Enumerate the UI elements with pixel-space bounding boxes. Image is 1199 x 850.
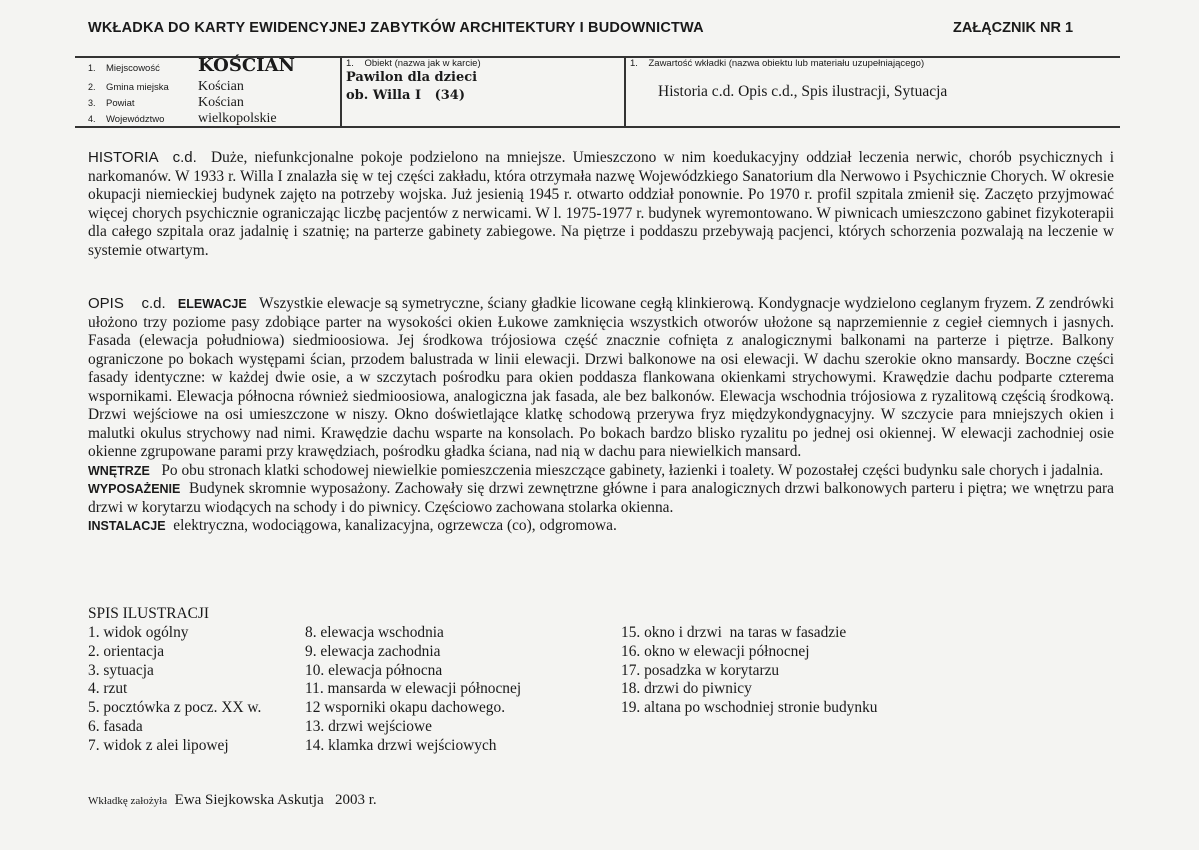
row-number: 3. — [88, 98, 96, 108]
row-label: Miejscowość — [106, 63, 160, 74]
list-item: 15. okno i drzwi na taras w fasadzie — [621, 624, 847, 641]
contents-label: 1. Zawartość wkładki (nazwa obiektu lub materiału uzupełniającego) — [630, 58, 925, 69]
list-item: 16. okno w elewacji północnej — [621, 642, 810, 660]
list-item: 4. rzut — [88, 680, 128, 698]
row-label: Województwo — [106, 114, 165, 125]
list-item: 19. altana po wschodniej stronie budynku — [621, 699, 878, 717]
gmina-value: Kościan — [198, 79, 244, 94]
list-item: 9. elewacja zachodnia — [305, 642, 441, 660]
object-name-line1: Pawilon dla dzieci — [346, 70, 478, 85]
row-number: 2. — [88, 82, 96, 92]
instalacje-text: elektryczna, wodociągowa, kanalizacyjna, ogrzewcza (co), odgromowa. — [173, 517, 617, 534]
footer-signature — [88, 792, 377, 809]
town-value: KOŚCIAN — [198, 55, 296, 76]
list-item: 12 wsporniki okapu dachowego. — [305, 699, 506, 717]
list-item: 5. pocztówka z pocz. XX w. — [88, 699, 262, 717]
list-item: 1. widok ogólny — [88, 624, 189, 641]
wnetrze-text: Po obu stronach klatki schodowej niewielkie pomieszczenia mieszczące gabinety, łazienki i toalety. W pozostałej części budynku sale chorych i jadalnia. — [161, 461, 1104, 479]
wnetrze-label: WNĘTRZE — [88, 463, 150, 478]
wojewodztwo-value: wielkopolskie — [198, 111, 277, 126]
footer-year: 2003 r. — [335, 792, 377, 808]
row-number: 1. — [88, 63, 96, 73]
list-item: 14. klamka drzwi wejściowych — [305, 736, 497, 754]
annex-number: ZAŁĄCZNIK NR 1 — [953, 20, 1074, 36]
illustrations-heading: SPIS ILUSTRACJI — [88, 605, 210, 622]
row-label: Powiat — [106, 98, 135, 109]
object-label: 1. Obiekt (nazwa jak w karcie) — [346, 58, 481, 69]
illustrations-col3 — [621, 624, 877, 718]
list-item: 6. fasada — [88, 717, 143, 735]
list-item: 11. mansarda w elewacji północnej — [305, 680, 522, 698]
historia-heading: HISTORIA c.d. — [88, 149, 197, 166]
divider-2 — [624, 56, 626, 126]
list-item: 18. drzwi do piwnicy — [621, 680, 752, 698]
object-name-line2: ob. Willa I (34) — [346, 88, 465, 103]
footer-author: Ewa Siejkowska Askutja — [174, 792, 324, 808]
row-number: 4. — [88, 114, 96, 124]
list-item: 2. orientacja — [88, 642, 165, 660]
footer-label: Wkładkę założyła — [88, 795, 168, 807]
location-row-wojewodztwo — [88, 111, 277, 128]
list-item: 10. elewacja północna — [305, 661, 443, 679]
illustrations-col2 — [305, 624, 521, 756]
contents-box — [630, 58, 1115, 101]
contents-value: Historia c.d. Opis c.d., Spis ilustracji, Sytuacja — [658, 83, 948, 100]
historia-text: Duże, niefunkcjonalne pokoje podzielono na mniejsze. Umieszczono w nim koedukacyjny oddział leczenia nerwic, chorób psychicznych i narkomanów. W 1933 r. Willa I znalazła się w tej części zakładu, która otrzymała nazwę Wojewódzkiego Sanatorium dla Nerwowo i Psychicznie Chorych. W okresie okupacji niemieckiej budynek zajęto na potrzeby wojska. Już jesienią 1945 r. otwarto oddział ponownie. Po 1970 r. profil szpitala zmienił się. Zaczęto przyjmować więcej chorych psychicznie ograniczając liczbę pacjentów z nerwicami. W l. 1975-1977 r. budynek wyremontowano. W piwnicach umieszczono gabinet fizykoterapii dla całego szpitala oraz jadalnię i szatnię; na parterze gabinety zabiegowe. Na piętrze i poddaszu przebywają pacjenci, których schorzenia pozwalają na leczenie w systemie otwartym. — [88, 149, 1114, 259]
divider-1 — [340, 56, 342, 126]
list-item: 3. sytuacja — [88, 661, 154, 679]
wyposazenie-label: WYPOSAŻENIE — [88, 482, 181, 496]
location-row-gmina — [88, 79, 244, 96]
instalacje-label: INSTALACJE — [88, 519, 166, 533]
location-row-town — [88, 55, 296, 77]
elewacje-text: Wszystkie elewacje są symetryczne, ściany gładkie licowane cegłą klinkierową. Kondygnacje wydzielono ceglanym fryzem. Z zendrówki ułożono trzy poziome pasy zdobiące parter na wysokości okien Łukowe zamknięcia wszystkich otworów ułożone są naprzemiennie z cegieł ciemnych i jasnych. Fasada (elewacja południowa) siedmioosiowa. Jej środkowa trójosiowa część znacznie cofnięta z analogicznymi balkonami na parterze i piętrze. Balkony ograniczone po bokach występami ścian, przodem balustrada w linii elewacji. Drzwi balkonowe na osi elewacji. W dachu szerokie okno mansardy. Boczne części fasady identyczne: w każdej dwie osie, a w szczytach pośrodku para okien poddasza flankowana okienkami strychowymi. Krawędzie dachu podparte czterema wspornikami. Elewacja północna również siedmioosiowa, analogiczna jak fasada, ale bez balkonów. Elewacja wschodnia trójosiowa z ryzalitową częścią środkową. Drzwi wejściowe na osi umieszczone w niszy. Okno doświetlające klatkę schodową przerywa fryz międzykondygnacyjny. W szczycie para mniejszych okien i malutki okulus strychowy nad nimi. Krawędzie dachu wsparte na konsolach. Po bokach bardzo blisko ryzalitu po jednej osi okiennej. W elewacji zachodniej osie okienne zgrupowane parami przy krawędziach, pośrodku gładka ściana, nad nią w dachu para niewielkich mansard. — [88, 295, 1114, 460]
document-title: WKŁADKA DO KARTY EWIDENCYJNEJ ZABYTKÓW ARCHITEKTURY I BUDOWNICTWA — [88, 20, 704, 36]
opis-section — [88, 295, 1114, 536]
location-row-powiat — [88, 95, 244, 112]
list-item: 8. elewacja wschodnia — [305, 624, 444, 641]
list-item: 13. drzwi wejściowe — [305, 717, 432, 735]
opis-heading: OPIS c.d. — [88, 295, 166, 312]
list-item: 17. posadzka w korytarzu — [621, 661, 780, 679]
illustrations-col1 — [88, 624, 261, 756]
wyposazenie-text: Budynek skromnie wyposażony. Zachowały się drzwi zewnętrzne główne i para analogicznych drzwi balkonowych parteru i piętra; we wnętrzu para drzwi w korytarzu wiodących na schody i do piwnicy. Częściowo zachowana stolarka okienna. — [88, 480, 1114, 516]
elewacje-label: ELEWACJE — [177, 297, 247, 311]
object-box — [346, 58, 618, 105]
historia-section — [88, 149, 1114, 260]
powiat-value: Kościan — [198, 95, 244, 110]
list-item: 7. widok z alei lipowej — [88, 736, 229, 754]
row-label: Gmina miejska — [106, 82, 169, 93]
